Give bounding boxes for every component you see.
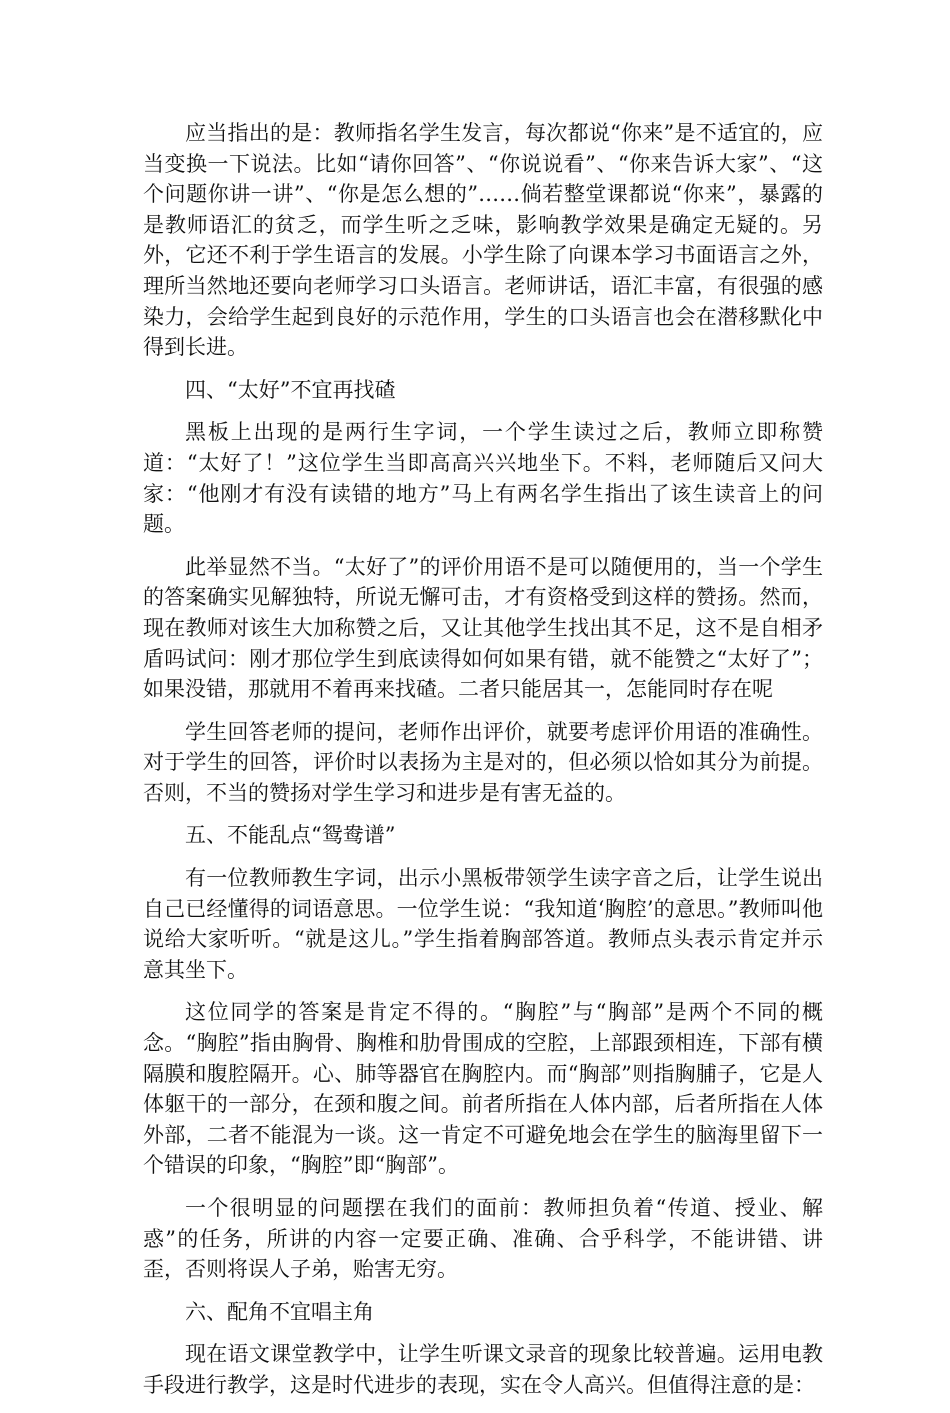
paragraph: 黑板上出现的是两行生字词，一个学生读过之后，教师立即称赞道：“太好了！”这位学生当即高高兴兴地坐下。不料，老师随后又问大家：“他刚才有没有读错的地方”马上有两名学生指出了该生读音上的问题。 bbox=[143, 420, 823, 537]
paragraph: 应当指出的是：教师指名学生发言，每次都说“你来”是不适宜的，应当变换一下说法。比如“请你回答”、“你说说看”、“你来告诉大家”、“这个问题你讲一讲”、“你是怎么想的”……倘若整堂课都说“你来”，暴露的是教师语汇的贫乏，而学生听之乏味，影响教学效果是确定无疑的。另外，它还不利于学生语言的发展。小学生除了向课本学习书面语言之外，理所当然地还要向老师学习口头语言。老师讲话，语汇丰富，有很强的感染力，会给学生起到良好的示范作用，学生的口头语言也会在潜移默化中得到长进。 bbox=[143, 121, 823, 360]
document-page bbox=[143, 118, 823, 1413]
paragraph: 学生回答老师的提问，老师作出评价，就要考虑评价用语的准确性。对于学生的回答，评价时以表扬为主是对的，但必须以恰如其分为前提。否则，不当的赞扬对学生学习和进步是有害无益的。 bbox=[143, 719, 823, 805]
paragraph: 有一位教师教生字词，出示小黑板带领学生读字音之后，让学生说出自己已经懂得的词语意思。一位学生说：“我知道‘胸腔’的意思。”教师叫他说给大家听听。“就是这儿。”学生指着胸部答道。教师点头表示肯定并示意其坐下。 bbox=[143, 866, 823, 982]
section-heading: 六、配角不宜唱主角 bbox=[185, 1299, 374, 1324]
paragraph: 现在语文课堂教学中，让学生听课文录音的现象比较普遍。运用电教手段进行教学，这是时代进步的表现，实在令人高兴。但值得注意的是： bbox=[143, 1342, 823, 1397]
paragraph: 此举显然不当。“太好了”的评价用语不是可以随便用的，当一个学生的答案确实见解独特，所说无懈可击，才有资格受到这样的赞扬。然而，现在教师对该生大加称赞之后，又让其他学生找出其不足，这不是自相矛盾吗试问：刚才那位学生到底读得如何如果有错，就不能赞之“太好了”；如果没错，那就用不着再来找碴。二者只能居其一，怎能同时存在呢 bbox=[143, 554, 823, 702]
paragraph: 一个很明显的问题摆在我们的面前：教师担负着“传道、授业、解惑”的任务，所讲的内容一定要正确、准确、合乎科学，不能讲错、讲歪，否则将误人子弟，贻害无穷。 bbox=[143, 1196, 823, 1282]
section-heading: 五、不能乱点“鸳鸯谱” bbox=[185, 823, 396, 848]
paragraph: 这位同学的答案是肯定不得的。“胸腔”与“胸部”是两个不同的概念。“胸腔”指由胸骨、胸椎和肋骨围成的空腔，上部跟颈相连，下部有横隔膜和腹腔隔开。心、肺等器官在胸腔内。而“胸部”则指胸脯子，它是人体躯干的一部分，在颈和腹之间。前者所指在人体内部，后者所指在人体外部，二者不能混为一谈。这一肯定不可避免地会在学生的脑海里留下一个错误的印象，“胸腔”即“胸部”。 bbox=[143, 1000, 823, 1178]
section-heading: 四、“太好”不宜再找碴 bbox=[185, 377, 396, 402]
